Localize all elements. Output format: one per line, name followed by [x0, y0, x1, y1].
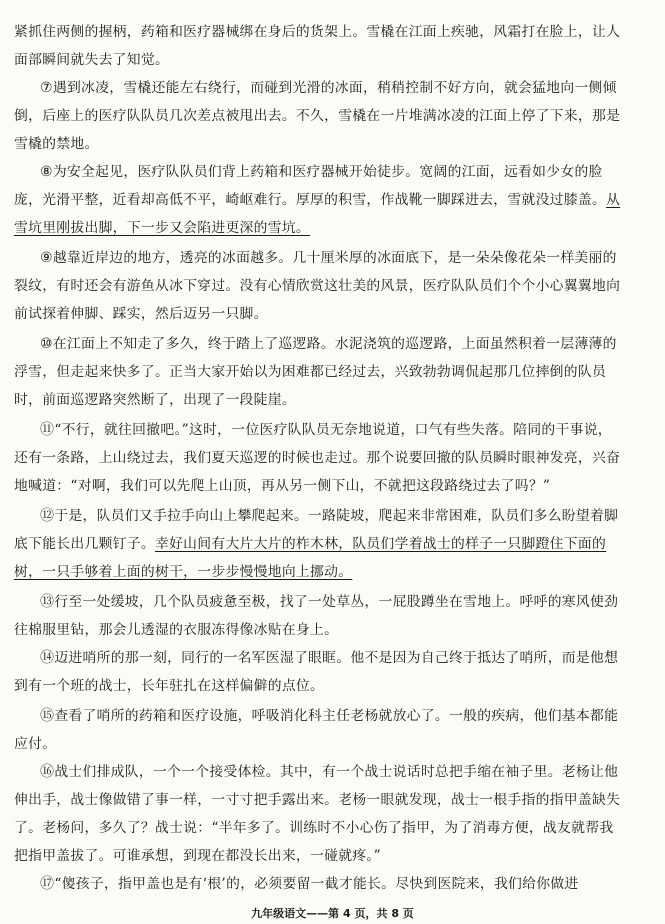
paragraph-text: 在江面上不知走了多久，终于踏上了巡逻路。水泥浇筑的巡逻路，上面虽然积着一层薄薄的浮雪，但走起来快多了。正当大家开始以为困难都已经过去，兴致勃勃调侃起那几位摔倒的队员时，前面巡逻路突然断了，出现了一段陡崖。 — [14, 336, 617, 408]
paragraph-7 — [0, 74, 665, 158]
paragraph-text: 紧抓住两侧的握柄，药箱和医疗器械绑在身后的货架上。雪橇在江面上疾驰，风霜打在脸上，让人面部瞬间就失去了知觉。 — [14, 24, 621, 68]
paragraph-8 — [0, 158, 665, 242]
paragraph-15 — [0, 702, 665, 758]
paragraph-text: 越靠近岸边的地方，透亮的冰面越多。几十厘米厚的冰面底下，是一朵朵像花朵一样美丽的裂纹，有时还会有游鱼从冰下穿过。没有心情欣赏这壮美的风景，医疗队队员们个个小心翼翼地向前试探着伸脚、踩实，然后迈另一只脚。 — [14, 250, 621, 322]
paragraph-number: ⑧ — [40, 164, 53, 180]
paragraph-17-head — [0, 870, 665, 898]
paragraph-number: ⑰ — [40, 876, 55, 892]
paragraph-text: 行至一处缓坡，几个队员疲惫至极，找了一处草丛，一屁股蹲坐在雪地上。呼呼的寒风使劲往棉服里钻，那会儿透湿的衣服冻得像冰贴在身上。 — [14, 594, 619, 638]
paragraph-10 — [0, 330, 665, 414]
underlined-sentence: 从雪坑里刚拔出脚，下一步又会陷进更深的雪坑。 — [14, 192, 621, 236]
paragraph-number: ⑦ — [40, 80, 53, 96]
page-footer: 九年级语文——第 4 页，共 8 页 — [251, 907, 414, 920]
paragraph-text: “傻孩子，指甲盖也是有‘根’的，必须要留一截才能长。尽快到医院来，我们给你做进 — [54, 876, 579, 892]
paragraph-text: 遇到冰凌，雪橇还能左右绕行，而碰到光滑的冰面，稍稍控制不好方向，就会猛地向一侧倾倒，后座上的医疗队队员几次差点被甩出去。不久，雪橇在一片堆满冰凌的江面上停了下来，那是雪橇的禁地。 — [14, 80, 621, 152]
paragraph-16 — [0, 758, 665, 870]
paragraph-14 — [0, 644, 665, 700]
paragraph-number: ⑭ — [40, 650, 55, 666]
paragraph-13 — [0, 588, 665, 644]
paragraph-number: ⑯ — [40, 764, 55, 780]
paragraph-text: 于是，队员们又手拉手向山上攀爬起来。一路陡坡，爬起来非常困难，队员们多么盼望着脚底下能长出几颗钉子。 — [14, 508, 619, 552]
paragraph-text: 迈进哨所的那一刻，同行的一名军医湿了眼眶。他不是因为自己终于抵达了哨所，而是他想到有一个班的战士，长年驻扎在这样偏僻的点位。 — [14, 650, 619, 694]
paragraph-12 — [0, 502, 665, 586]
paragraph-text: 战士们排成队，一个一个接受体检。其中，有一个战士说话时总把手缩在袖子里。老杨让他伸出手，战士像做错了事一样，一寸寸把手露出来。老杨一眼就发现，战士一根手指的指甲盖缺失了。老杨问，多久了？战士说：“半年多了。训练时不小心伤了指甲，为了消毒方便，战友就帮我把指甲盖拔了。可谁承想，到现在都没长出来，一碰就疼。” — [14, 764, 621, 864]
paragraph-text: “不行，就往回撤吧。”这时，一位医疗队队员无奈地说道，口气有些失落。陪同的干事说，还有一条路，上山绕过去，我们夏天巡逻的时候也走过。那个说要回撤的队员瞬时眼神发亮，兴奋地喊道：“对啊，我们可以先爬上山顶，再从另一侧下山，不就把这段路绕过去了吗？” — [14, 422, 621, 494]
underlined-sentence: 幸好山间有大片大片的柞木林，队员们学着战士的样子一只脚蹬住下面的树，一只手够着上面的树干，一步步慢慢地向上挪动。 — [14, 536, 607, 580]
paragraph-number: ⑫ — [40, 508, 55, 524]
paragraph-number: ⑬ — [40, 594, 55, 610]
paragraph-text: 为安全起见，医疗队队员们背上药箱和医疗器械开始徒步。宽阔的江面，远看如少女的脸庞，光滑平整，近看却高低不平，崎岖难行。厚厚的积雪，作战靴一脚踩进去，雪就没过膝盖。 — [14, 164, 607, 208]
paragraph-text: 查看了哨所的药箱和医疗设施，呼吸消化科主任老杨就放心了。一般的疾病，他们基本都能应付。 — [14, 708, 619, 752]
paragraph-number: ⑩ — [40, 336, 53, 352]
paragraph-number: ⑨ — [40, 250, 53, 266]
paragraph-6-tail — [0, 18, 665, 74]
paragraph-number: ⑮ — [40, 708, 55, 724]
paragraph-number: ⑪ — [40, 422, 55, 438]
paragraph-9 — [0, 244, 665, 328]
paragraph-11 — [0, 416, 665, 500]
